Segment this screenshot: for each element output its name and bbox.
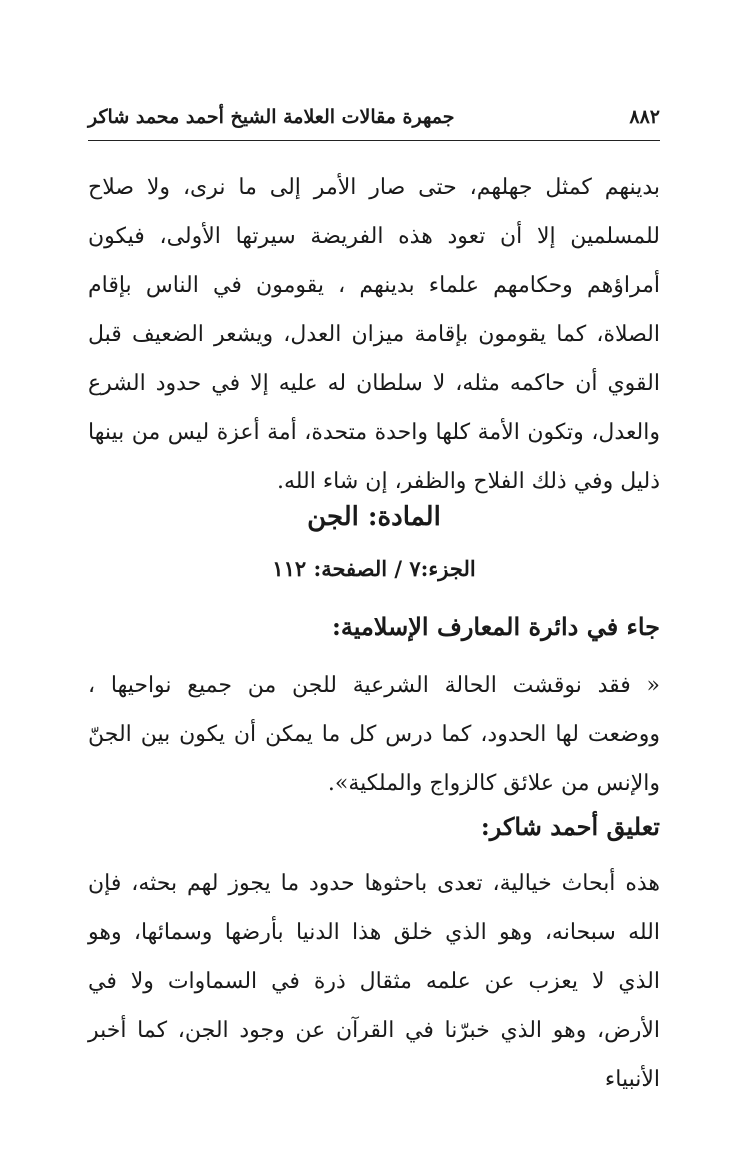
running-header — [88, 102, 660, 132]
volume-page-reference: الجزء:٧ / الصفحة: ١١٢ — [272, 556, 476, 581]
encyclopedia-heading: جاء في دائرة المعارف الإسلامية: — [331, 612, 660, 641]
entry-heading: المادة: الجن — [307, 502, 441, 532]
book-title: جمهرة مقالات العلامة الشيخ أحمد محمد شاكر — [88, 106, 455, 128]
encyclopedia-quote: « فقد نوقشت الحالة الشرعية للجن من جميع نواحيها ، ووضعت لها الحدود، كما درس كل ما يمكن أن يكون بين الجنّ والإنس من علائق كالزواج والملكية». — [88, 673, 660, 796]
page-number: ٨٨٢ — [629, 106, 660, 128]
commentary-paragraph: هذه أبحاث خيالية، تعدى باحثوها حدود ما يجوز لهم بحثه، فإن الله سبحانه، وهو الذي خلق هذا الدنيا بأرضها وسمائها، وهو الذي لا يعزب عن علمه مثقال ذرة في السماوات ولا في الأرض، وهو الذي خبرّنا في القرآن عن وجود الجن، كما أخبر الأنبياء — [88, 871, 660, 1092]
commentary-heading: تعليق أحمد شاكر: — [480, 812, 660, 841]
header-rule — [88, 140, 660, 141]
paragraph-opening: بدينهم كمثل جهلهم، حتى صار الأمر إلى ما نرى، ولا صلاح للمسلمين إلا أن تعود هذه الفريضة سيرتها الأولى، فيكون أمراؤهم وحكامهم علماء بدينهم ، يقومون في الناس بإقام الصلاة، كما يقومون بإقامة ميزان العدل، ويشعر الضعيف قبل القوي أن حاكمه مثله، لا سلطان له عليه إلا في حدود الشرع والعدل، وتكون الأمة كلها واحدة متحدة، أمة أعزة ليس من بينها ذليل وفي ذلك الفلاح والظفر، إن شاء الله. — [88, 175, 660, 494]
